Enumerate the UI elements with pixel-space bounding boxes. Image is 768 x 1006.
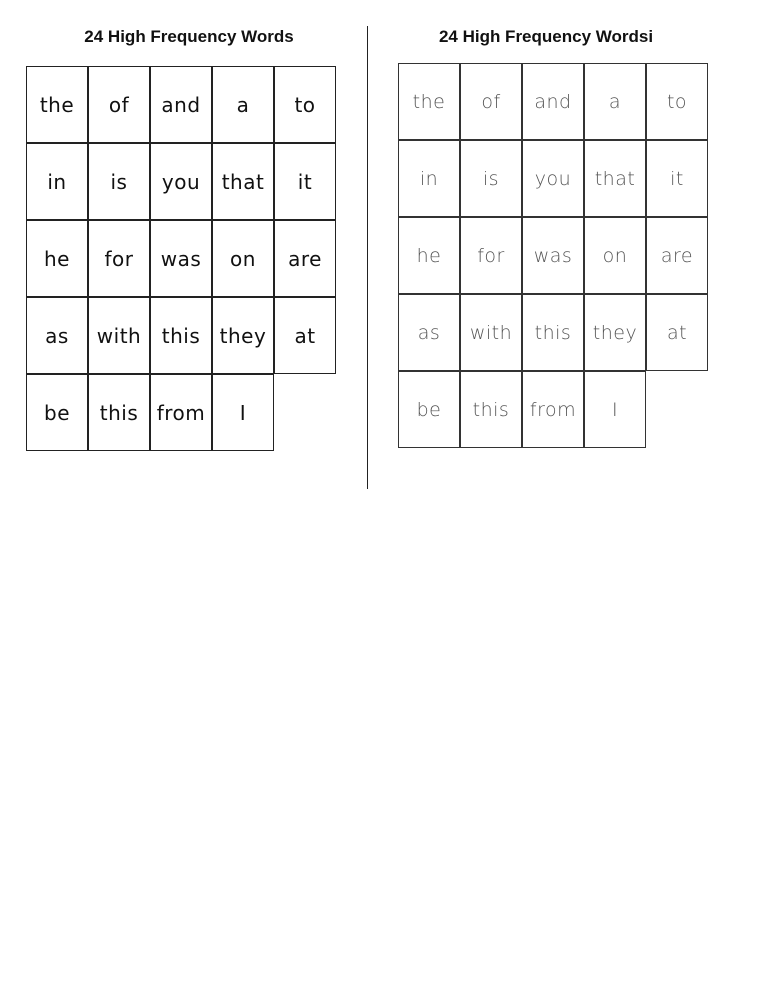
word-card: this (88, 374, 150, 451)
word-card: it (646, 140, 708, 217)
word-card: on (212, 220, 274, 297)
word-card: and (150, 66, 212, 143)
word-card: from (522, 371, 584, 448)
word-card: this (150, 297, 212, 374)
word-card: in (398, 140, 460, 217)
word-card: as (398, 294, 460, 371)
word-card: are (646, 217, 708, 294)
word-card: and (522, 63, 584, 140)
word-card: are (274, 220, 336, 297)
word-card: to (646, 63, 708, 140)
center-divider (367, 26, 368, 489)
word-card: of (460, 63, 522, 140)
word-card: at (274, 297, 336, 374)
word-card: that (584, 140, 646, 217)
word-card: in (26, 143, 88, 220)
word-card: you (522, 140, 584, 217)
word-card: a (212, 66, 274, 143)
word-card: they (584, 294, 646, 371)
word-card: he (26, 220, 88, 297)
word-card: be (26, 374, 88, 451)
word-card: is (460, 140, 522, 217)
word-card: they (212, 297, 274, 374)
word-card: was (522, 217, 584, 294)
left-panel-title: 24 High Frequency Words (84, 27, 294, 46)
word-card: from (150, 374, 212, 451)
word-card: I (212, 374, 274, 451)
word-card: is (88, 143, 150, 220)
word-card: to (274, 66, 336, 143)
word-card: at (646, 294, 708, 371)
word-card: the (26, 66, 88, 143)
word-card: with (88, 297, 150, 374)
word-card: for (460, 217, 522, 294)
word-card: for (88, 220, 150, 297)
word-card: that (212, 143, 274, 220)
word-card: as (26, 297, 88, 374)
word-card: it (274, 143, 336, 220)
word-card: this (522, 294, 584, 371)
word-card: be (398, 371, 460, 448)
word-card: this (460, 371, 522, 448)
word-card: with (460, 294, 522, 371)
word-card: he (398, 217, 460, 294)
word-card: you (150, 143, 212, 220)
right-panel-title: 24 High Frequency Wordsi (438, 27, 654, 46)
word-card: was (150, 220, 212, 297)
word-card: of (88, 66, 150, 143)
word-card: the (398, 63, 460, 140)
word-card: on (584, 217, 646, 294)
word-card: a (584, 63, 646, 140)
word-card: I (584, 371, 646, 448)
